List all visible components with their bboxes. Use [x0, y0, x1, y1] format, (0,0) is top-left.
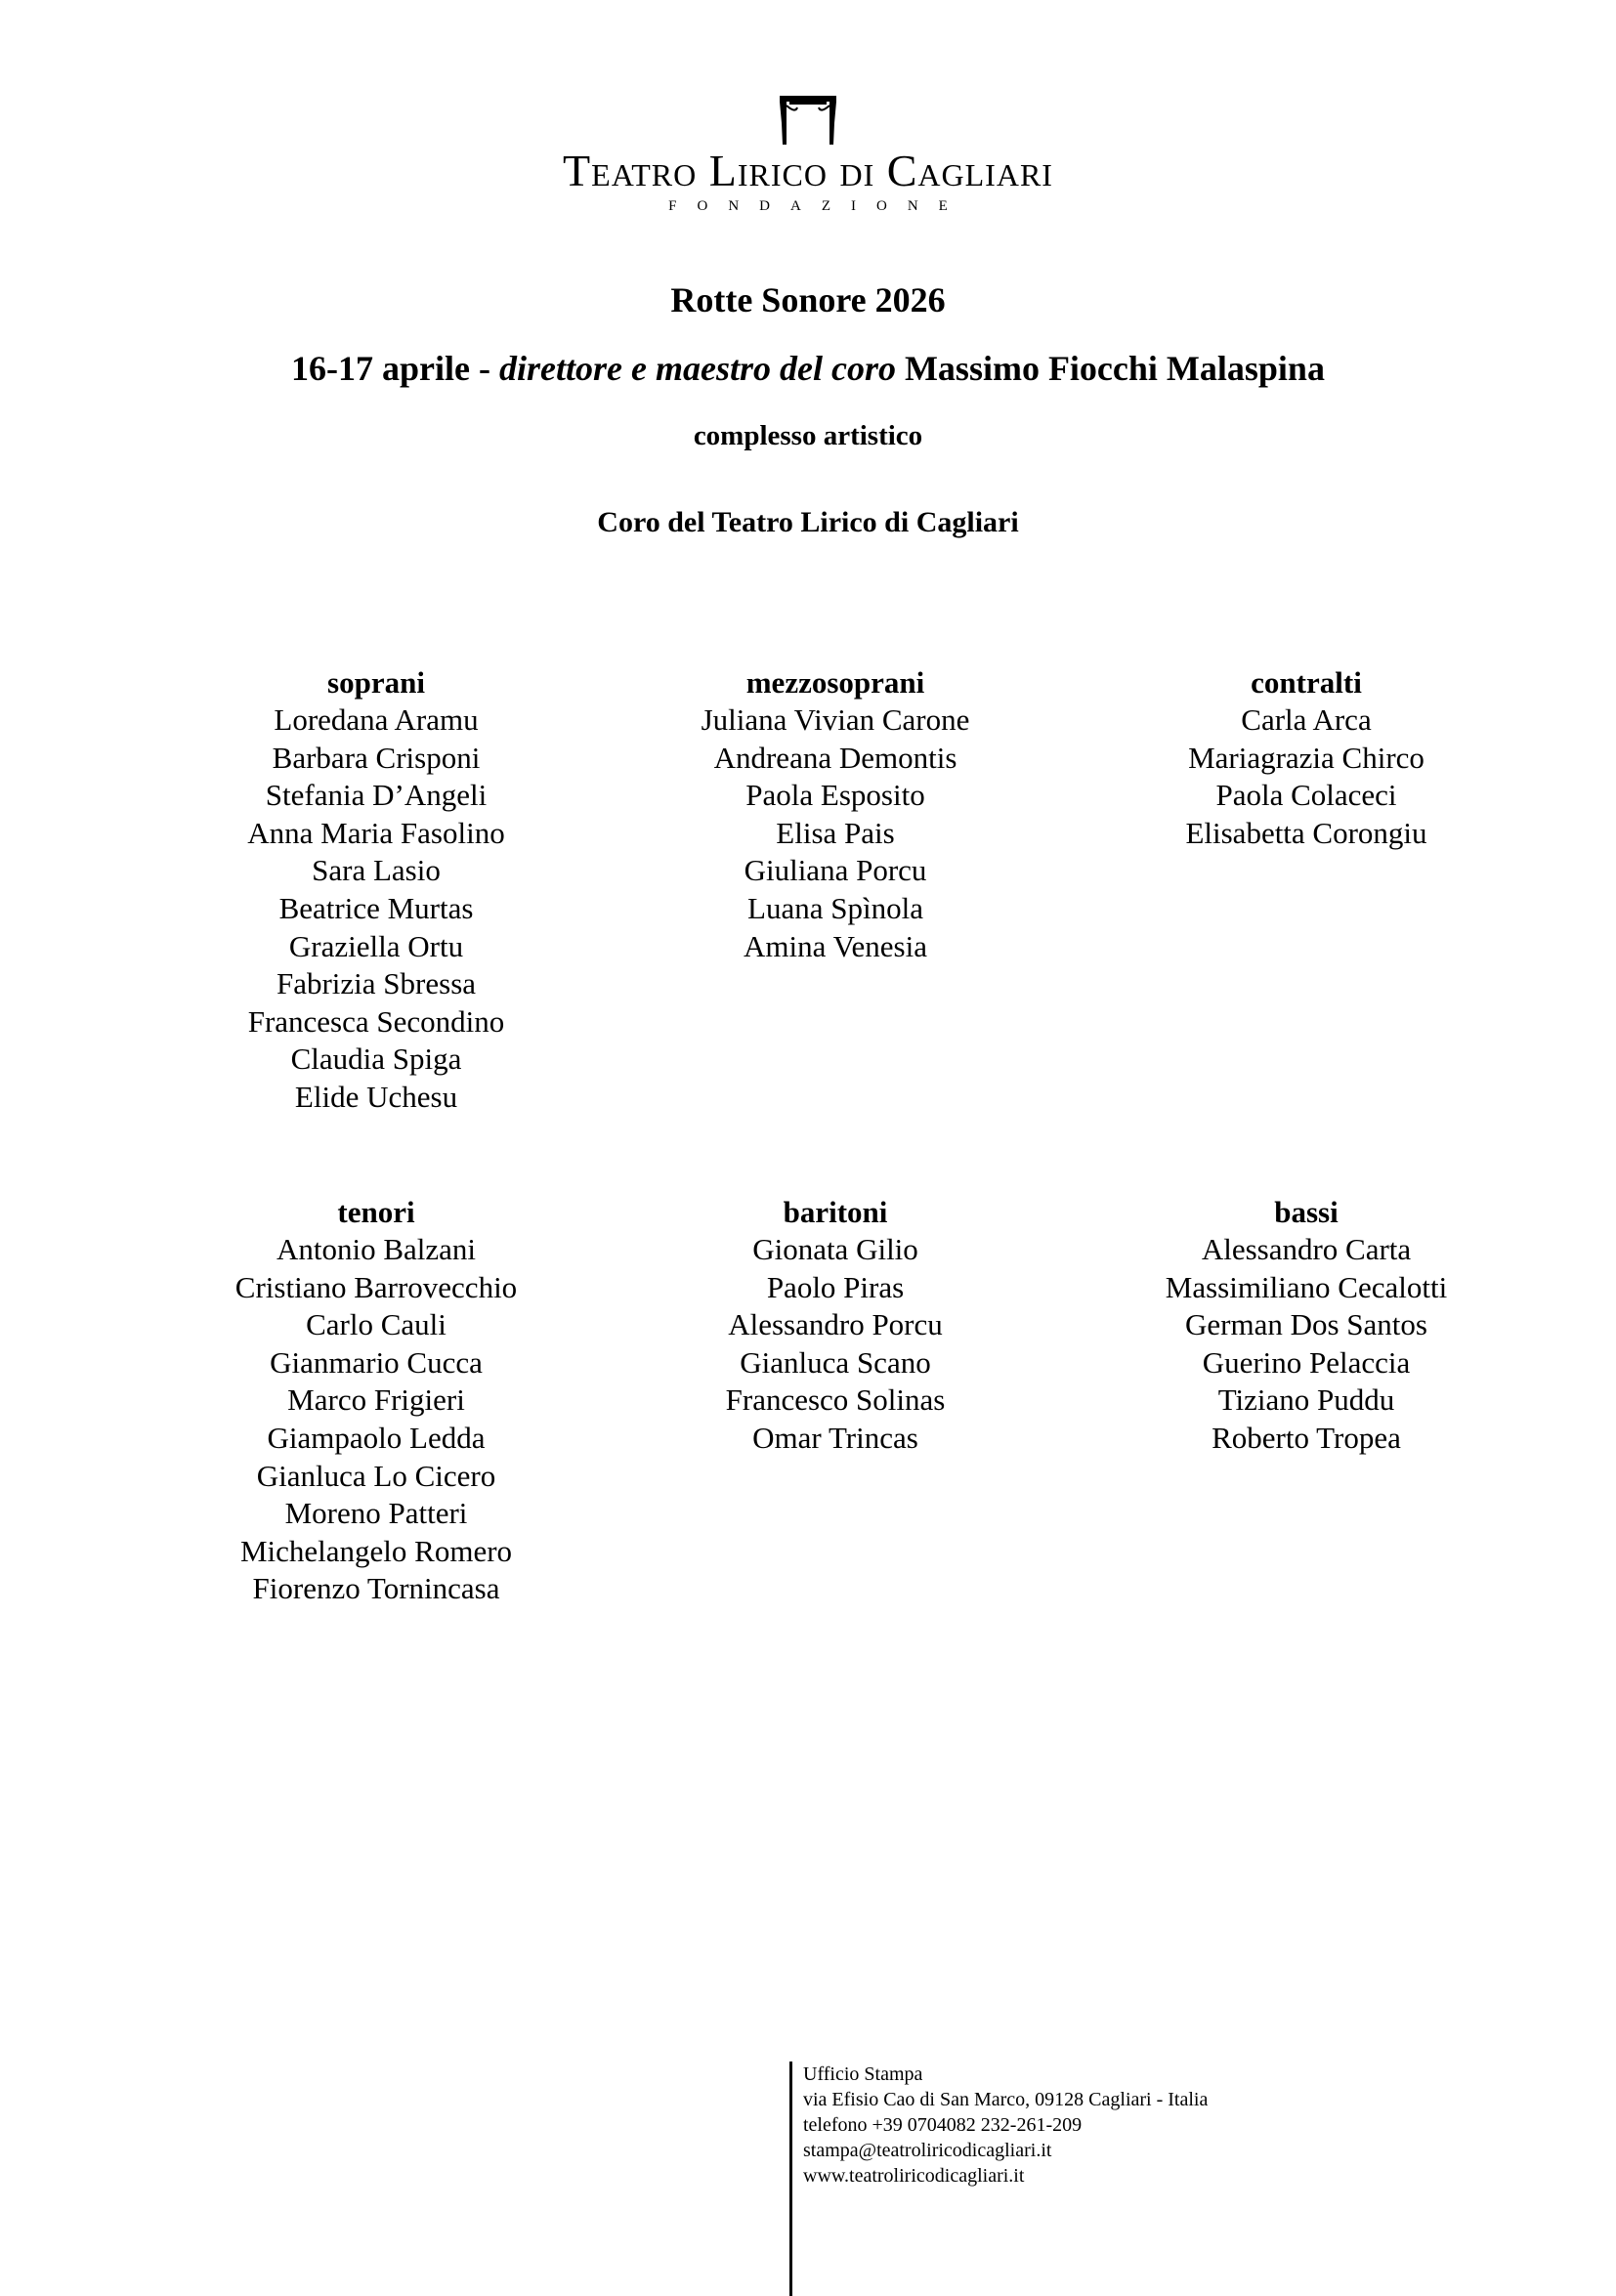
footer-phone: telefono +39 0704082 232-261-209 — [803, 2114, 1083, 2136]
chorister-name: Gianluca Scano — [740, 1344, 931, 1380]
event-date: 16-17 aprile — [291, 349, 471, 388]
chorister-name: Alessandro Porcu — [728, 1307, 943, 1342]
conductor-name: Massimo Fiocchi Malaspina — [904, 349, 1325, 388]
chorister-name: Carlo Cauli — [306, 1307, 447, 1342]
logo-name: Teatro Lirico di Cagliari — [563, 146, 1053, 195]
voice-section-heading: baritoni — [783, 1195, 888, 1229]
chorister-name: Antonio Balzani — [276, 1232, 477, 1266]
chorister-name: Carla Arca — [1241, 702, 1372, 737]
chorister-name: Gianmario Cucca — [270, 1344, 483, 1380]
footer-email: stampa@teatroliricodicagliari.it — [803, 2140, 1052, 2161]
chorister-name: Stefania D’Angeli — [265, 778, 488, 813]
chorister-name: Elide Uchesu — [294, 1079, 458, 1114]
chorister-name: Giuliana Porcu — [744, 853, 927, 888]
voice-section-contralti — [1082, 664, 1531, 852]
theatre-logo — [0, 94, 1616, 214]
chorister-name: Barbara Crisponi — [272, 740, 481, 775]
footer-website: www.teatroliricodicagliari.it — [803, 2165, 1025, 2187]
voice-section-bassi — [1082, 1194, 1531, 1458]
chorister-name: Giampaolo Ledda — [267, 1420, 486, 1455]
chorister-name: Elisabetta Corongiu — [1185, 815, 1427, 850]
voice-section-heading: tenori — [337, 1195, 415, 1229]
chorister-name: German Dos Santos — [1185, 1307, 1427, 1342]
event-line — [0, 348, 1616, 389]
voice-section-heading: contralti — [1251, 665, 1362, 700]
chorister-name: Sara Lasio — [312, 853, 441, 888]
section-title: complesso artistico — [693, 420, 923, 451]
chorister-name: Alessandro Carta — [1201, 1232, 1412, 1266]
voice-section-baritoni — [611, 1194, 1060, 1458]
chorister-name: Beatrice Murtas — [278, 890, 474, 925]
chorister-name: Anna Maria Fasolino — [247, 815, 505, 850]
voice-section-tenori — [151, 1194, 601, 1608]
chorister-name: Luana Spìnola — [747, 890, 923, 925]
chorister-name: Marco Frigieri — [287, 1382, 465, 1418]
voice-section-heading: mezzosoprani — [745, 665, 925, 700]
chorister-name: Cristiano Barrovecchio — [234, 1269, 518, 1304]
chorister-name: Paolo Piras — [766, 1269, 905, 1304]
logo-subtitle: FONDAZIONE — [668, 198, 968, 214]
chorister-name: Elisa Pais — [776, 815, 895, 850]
chorister-name: Amina Venesia — [744, 928, 927, 963]
event-title: Rotte Sonore 2026 — [670, 280, 946, 319]
press-office-footer — [789, 2062, 1208, 2296]
chorister-name: Fiorenzo Tornincasa — [252, 1571, 500, 1606]
chorister-name: Gionata Gilio — [752, 1232, 918, 1266]
stage-curtain-icon — [778, 94, 838, 145]
conductor-role: direttore e maestro del coro — [499, 349, 896, 388]
footer-address: via Efisio Cao di San Marco, 09128 Cagliari - Italia — [803, 2089, 1209, 2110]
chorister-name: Claudia Spiga — [290, 1042, 462, 1077]
chorister-name: Mariagrazia Chirco — [1188, 740, 1425, 775]
chorister-name: Omar Trincas — [752, 1420, 918, 1455]
ensemble-name: Coro del Teatro Lirico di Cagliari — [597, 506, 1019, 538]
footer-office: Ufficio Stampa — [803, 2063, 923, 2085]
chorister-name: Paola Colaceci — [1215, 778, 1397, 813]
chorister-name: Massimiliano Cecalotti — [1165, 1269, 1448, 1304]
chorister-name: Gianluca Lo Cicero — [256, 1458, 496, 1493]
voice-section-heading: bassi — [1274, 1195, 1339, 1229]
chorister-name: Fabrizia Sbressa — [276, 966, 477, 1001]
chorister-name: Francesca Secondino — [247, 1003, 505, 1039]
chorister-name: Paola Esposito — [745, 778, 925, 813]
voice-section-mezzosoprani — [611, 664, 1060, 965]
chorister-name: Andreana Demontis — [713, 740, 957, 775]
chorister-name: Michelangelo Romero — [239, 1533, 513, 1568]
chorister-name: Tiziano Puddu — [1217, 1382, 1395, 1418]
separator: - — [479, 349, 491, 388]
chorister-name: Juliana Vivian Carone — [701, 702, 970, 737]
chorister-name: Roberto Tropea — [1212, 1420, 1401, 1455]
voice-section-heading: soprani — [327, 665, 425, 700]
chorister-name: Graziella Ortu — [288, 928, 464, 963]
chorister-name: Moreno Patteri — [284, 1496, 468, 1531]
chorister-name: Loredana Aramu — [274, 702, 479, 737]
voice-section-soprani — [151, 664, 601, 1117]
chorister-name: Guerino Pelaccia — [1202, 1344, 1411, 1380]
chorister-name: Francesco Solinas — [725, 1382, 946, 1418]
